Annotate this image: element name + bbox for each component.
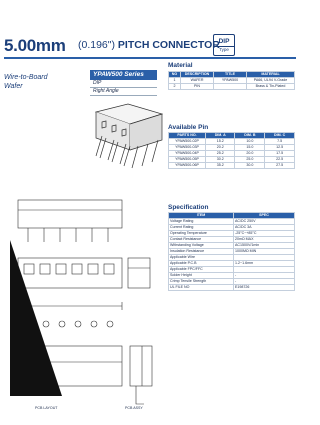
table-cell: 25.2 [206, 151, 235, 157]
table-cell: Withstanding Voltage [169, 243, 234, 249]
table-cell: - [234, 279, 295, 285]
material-table [168, 71, 295, 90]
table-cell: AC/DC 250V [234, 219, 295, 225]
series-orientation: Right Angle [90, 88, 157, 96]
table-cell: 30.0 [235, 163, 265, 169]
table-cell: Solder Height [169, 273, 234, 279]
table-cell: Contact Resistance [169, 237, 234, 243]
material-header-row [169, 72, 295, 78]
table-cell: -25°C~+85°C [234, 231, 295, 237]
table-cell: Current Rating [169, 225, 234, 231]
table-cell: YPAW500-06P [169, 163, 206, 169]
table-cell: 1000MΩ MIN [234, 249, 295, 255]
badge-top-label: DIP [218, 38, 230, 45]
table-cell: 20.2 [206, 145, 235, 151]
product-kind-line2: Wafer [4, 83, 23, 90]
table-cell: 25.0 [235, 157, 265, 163]
table-cell: 20.0 [235, 151, 265, 157]
table-cell: Applicable FPC/FFC [169, 267, 234, 273]
table-cell: 10.0 [235, 139, 265, 145]
table-cell: YPAW500 [214, 78, 247, 84]
table-cell: Voltage Rating [169, 219, 234, 225]
table-cell: 1.2~1.6mm [234, 261, 295, 267]
table-cell: 1 [169, 78, 181, 84]
table-cell: 30.2 [206, 157, 235, 163]
table-cell: WAFER [181, 78, 214, 84]
table-row [169, 163, 295, 169]
table-cell: Brass & Tin-Plated [247, 84, 295, 90]
series-name: YPAW500 Series [90, 70, 157, 80]
table-cell: AC/DC 3A [234, 225, 295, 231]
subtitle-inch: (0.196") [78, 39, 115, 51]
spec-col-spec: SPEC [234, 213, 295, 219]
table-row [169, 84, 295, 90]
table-cell: PIN [181, 84, 214, 90]
table-cell: 7.5 [265, 139, 295, 145]
material-col-no: NO [169, 72, 181, 78]
page-title: 5.00mm [4, 36, 66, 55]
material-col-description: DESCRIPTION [181, 72, 214, 78]
table-cell: 35.2 [206, 163, 235, 169]
table-cell: Insulation Resistance [169, 249, 234, 255]
table-cell: 20mΩ MAX [234, 237, 295, 243]
table-cell: 17.5 [265, 151, 295, 157]
product-kind-line1: Wire-to-Board [4, 74, 48, 81]
pin-col-c: DIM. C [265, 133, 295, 139]
specification-table [168, 212, 295, 291]
table-cell: Applicable P.C.B [169, 261, 234, 267]
series-mount: DIP [90, 80, 157, 88]
table-cell: YPAW500-02P [169, 139, 206, 145]
table-row [169, 285, 295, 291]
pin-col-parts: PARTS NO. [169, 133, 206, 139]
material-title: Material [168, 62, 193, 69]
pcb-layout-label: PCB LAYOUT [35, 406, 58, 410]
available-pin-table [168, 132, 295, 169]
table-cell: YPAW500-03P [169, 145, 206, 151]
table-cell: 2 [169, 84, 181, 90]
table-cell: YPAW500-04P [169, 151, 206, 157]
available-pin-title: Available Pin [168, 124, 209, 131]
table-cell: YPAW500-05P [169, 157, 206, 163]
table-cell: Applicable Wire [169, 255, 234, 261]
series-box [90, 70, 157, 96]
pin-col-a: DIM. A [206, 133, 235, 139]
table-cell: AC1500V/1min [234, 243, 295, 249]
header-rule [4, 57, 296, 59]
dip-type-badge [213, 34, 235, 56]
table-cell: 22.5 [265, 157, 295, 163]
pcb-assy-label: PCB ASSY [125, 406, 143, 410]
table-cell: E198726 [234, 285, 295, 291]
subtitle-text: PITCH CONNECTOR [117, 39, 220, 51]
page-subtitle [78, 39, 220, 51]
material-col-title: TITLE [214, 72, 247, 78]
table-cell: PA66, UL94 V-Grade [247, 78, 295, 84]
table-cell: UL FILE NO [169, 285, 234, 291]
connector-isometric-drawing [88, 102, 164, 190]
table-cell [214, 84, 247, 90]
pin-col-b: DIM. B [235, 133, 265, 139]
table-cell: Operating Temperature [169, 231, 234, 237]
table-cell: 27.5 [265, 163, 295, 169]
product-kind [4, 73, 64, 91]
table-cell: 12.5 [265, 145, 295, 151]
specification-title: Specification [168, 204, 209, 211]
spec-col-item: ITEM [169, 213, 234, 219]
material-col-material: MATERIAL [247, 72, 295, 78]
dimension-arrow-shape [10, 240, 62, 396]
table-cell: 15.0 [235, 145, 265, 151]
technical-drawing [4, 196, 164, 416]
badge-bottom-label: Type [214, 46, 234, 52]
table-cell: 15.2 [206, 139, 235, 145]
table-cell: - [234, 273, 295, 279]
table-cell: Crimp Tensile Strength [169, 279, 234, 285]
